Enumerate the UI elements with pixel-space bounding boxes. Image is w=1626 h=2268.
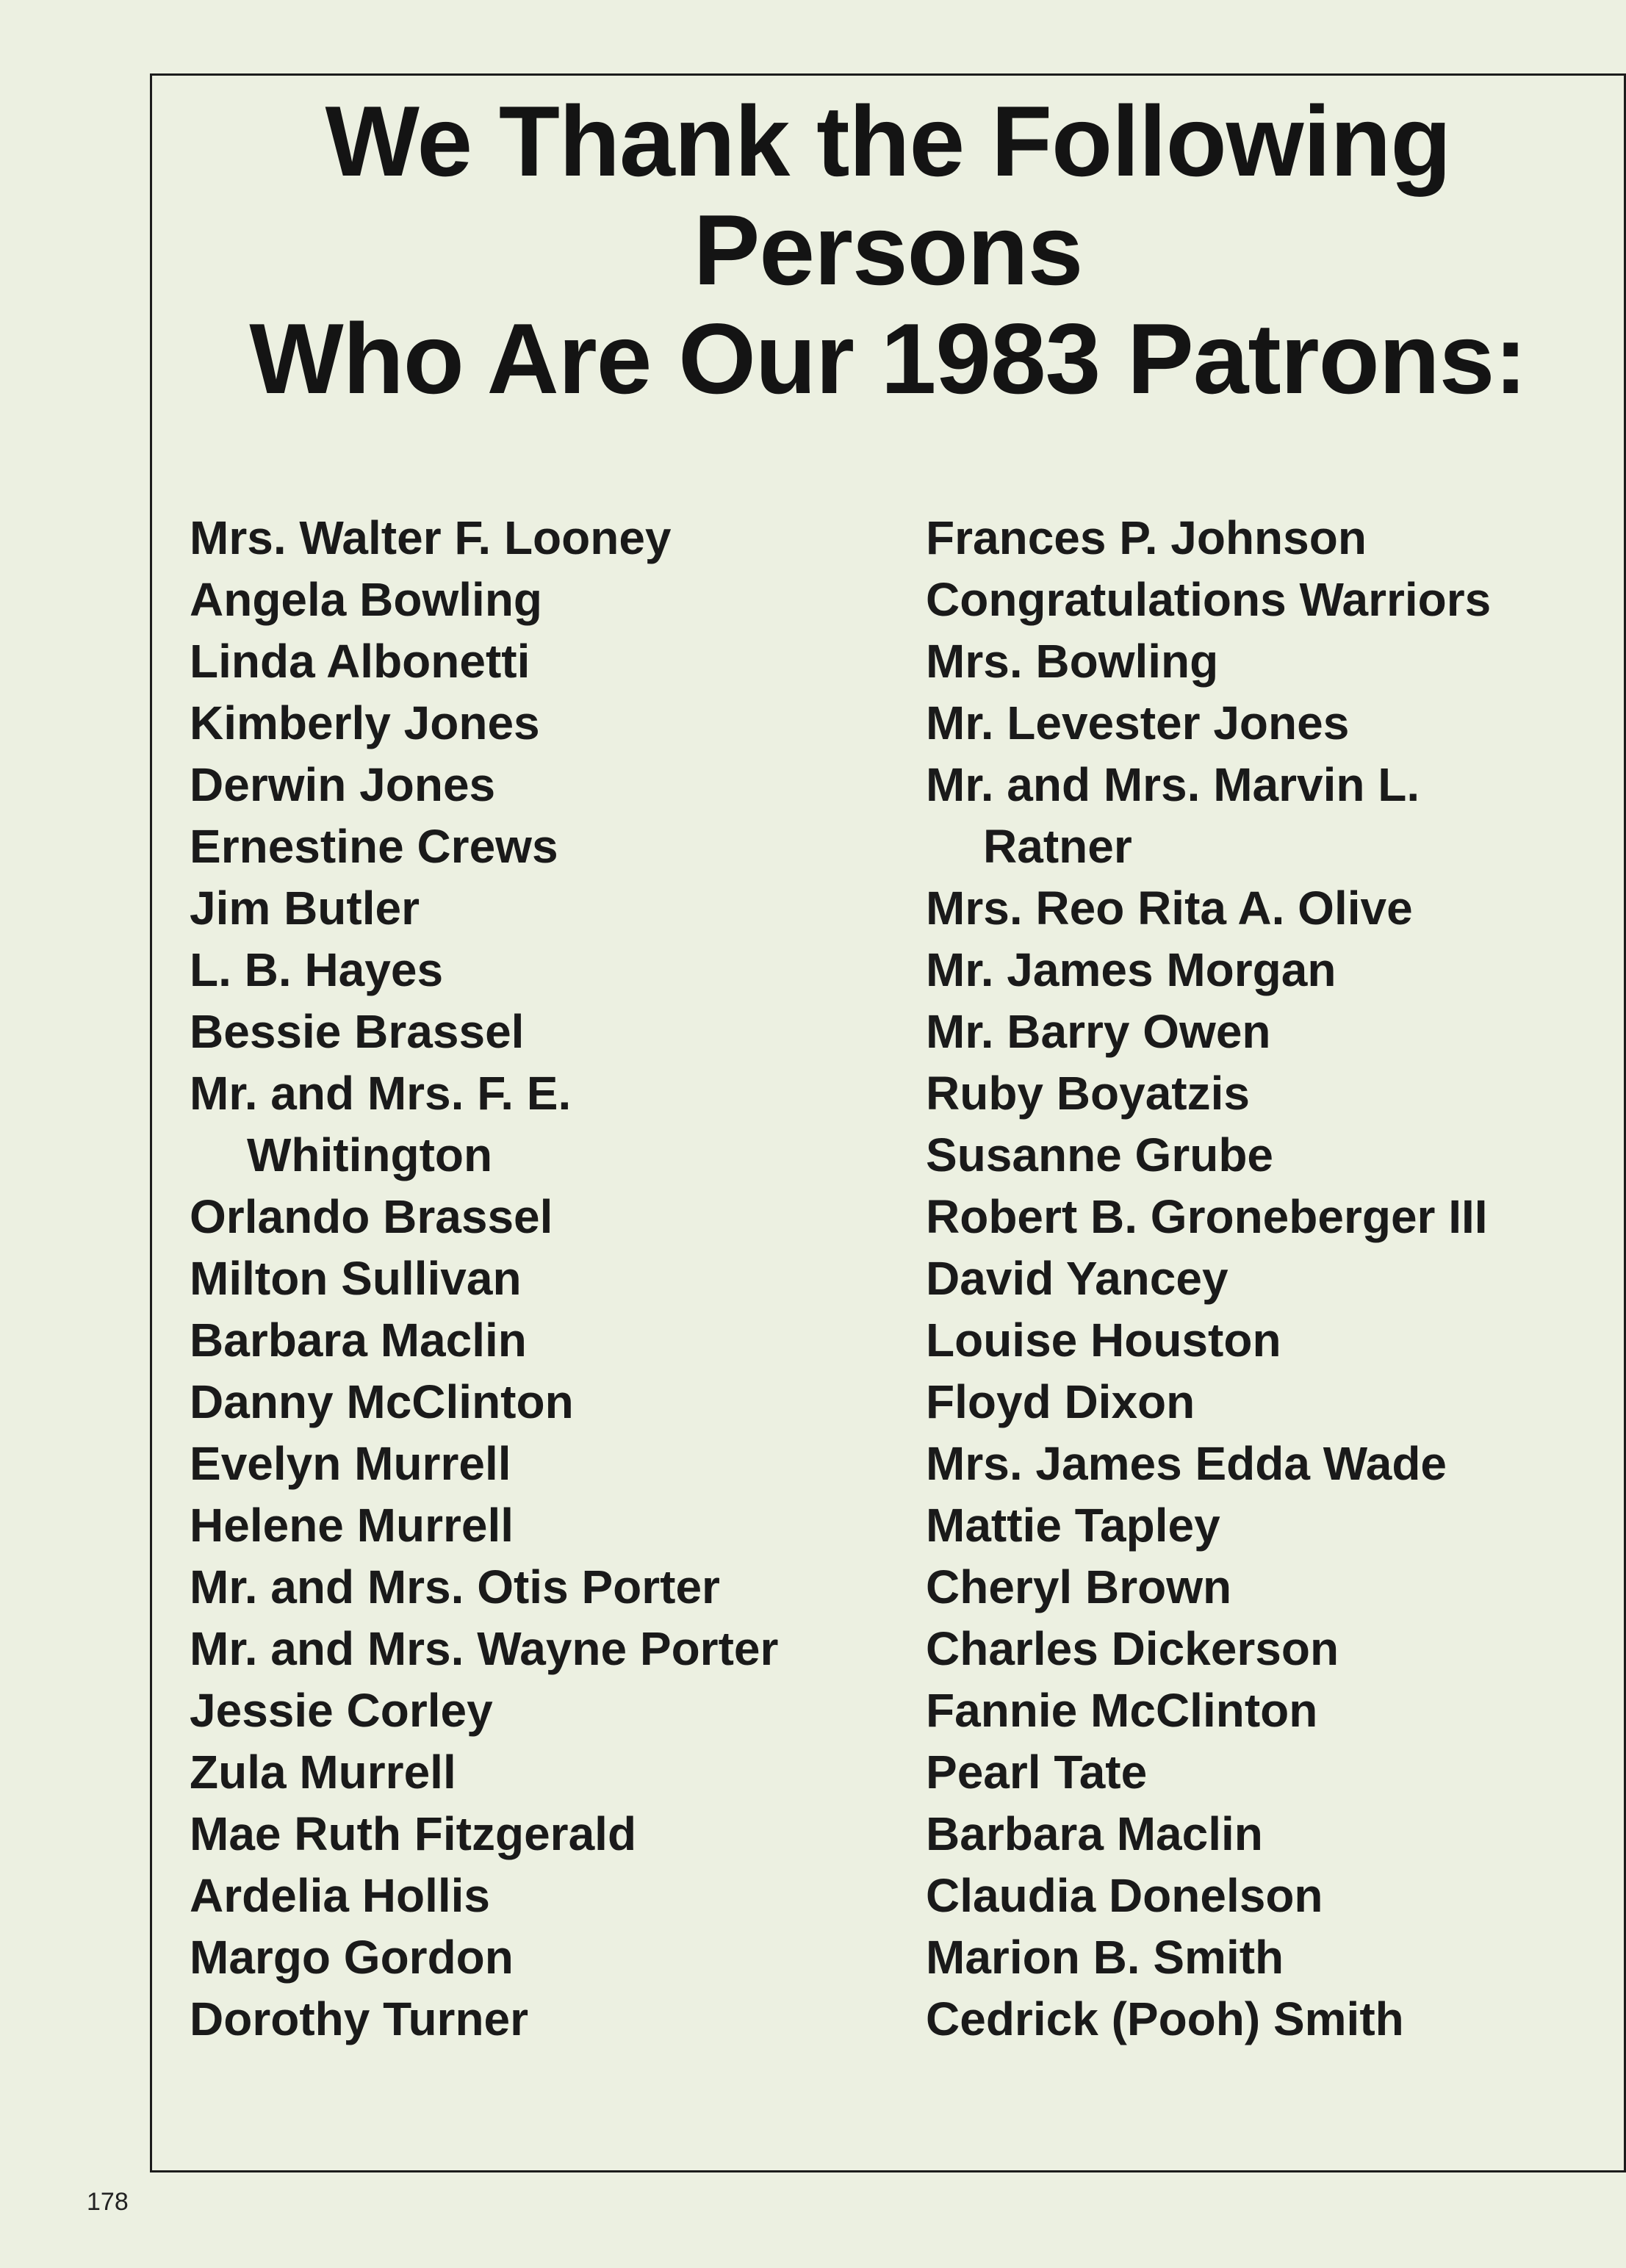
patron-list-right (926, 507, 1491, 2050)
patron-name: Fannie McClinton (926, 1684, 1318, 1737)
patron-name: Margo Gordon (190, 1931, 514, 1984)
patron-name: Jessie Corley (190, 1684, 493, 1737)
patron-name: Frances P. Johnson (926, 511, 1367, 564)
patron-name: Helene Murrell (190, 1499, 514, 1552)
patron-name: Evelyn Murrell (190, 1437, 511, 1490)
patron-name: Mr. Levester Jones (926, 696, 1350, 749)
patron-name: Mr. and Mrs. Otis Porter (190, 1560, 720, 1613)
patron-name: Mrs. Walter F. Looney (190, 511, 672, 564)
patron-name: Floyd Dixon (926, 1375, 1195, 1428)
patron-name: Barbara Maclin (926, 1807, 1263, 1860)
patron-name: Dorothy Turner (190, 1992, 529, 2045)
patron-name: Claudia Donelson (926, 1869, 1323, 1922)
patron-name-continuation: Ratner (983, 820, 1132, 873)
patron-name: Mrs. James Edda Wade (926, 1437, 1447, 1490)
patron-name: Louise Houston (926, 1314, 1281, 1367)
page-headline (150, 87, 1626, 413)
patron-name: Danny McClinton (190, 1375, 574, 1428)
patron-name: Ernestine Crews (190, 820, 558, 873)
patron-name: Mr. and Mrs. Marvin L. (926, 758, 1420, 811)
patron-name: Pearl Tate (926, 1746, 1148, 1799)
patron-name-continuation: Whitington (247, 1128, 493, 1181)
patron-name: Zula Murrell (190, 1746, 456, 1799)
patron-name: Barbara Maclin (190, 1314, 527, 1367)
patron-name: Susanne Grube (926, 1128, 1273, 1181)
patron-name: Bessie Brassel (190, 1005, 525, 1058)
patron-name: Mr. James Morgan (926, 943, 1337, 996)
headline-line-2: Persons (693, 194, 1083, 306)
patron-name: Mae Ruth Fitzgerald (190, 1807, 637, 1860)
patron-name: Congratulations Warriors (926, 573, 1492, 626)
patron-name: Derwin Jones (190, 758, 496, 811)
patron-list-left (190, 507, 778, 2050)
patron-name: Jim Butler (190, 882, 420, 935)
patron-name: Orlando Brassel (190, 1190, 553, 1243)
headline-line-3: Who Are Our 1983 Patrons: (249, 303, 1527, 414)
page-number: 178 (87, 2188, 129, 2216)
patron-name: Mr. and Mrs. F. E. (190, 1067, 572, 1120)
patron-name: Cedrick (Pooh) Smith (926, 1992, 1404, 2045)
patron-name: Mrs. Bowling (926, 635, 1219, 688)
patron-name: Mrs. Reo Rita A. Olive (926, 882, 1413, 935)
patron-name: Ardelia Hollis (190, 1869, 490, 1922)
patron-name: David Yancey (926, 1252, 1229, 1305)
patron-name: Angela Bowling (190, 573, 542, 626)
patron-name: Mattie Tapley (926, 1499, 1220, 1552)
patron-name: L. B. Hayes (190, 943, 444, 996)
patron-name: Marion B. Smith (926, 1931, 1284, 1984)
headline-line-1: We Thank the Following (325, 85, 1451, 197)
patron-name: Mr. Barry Owen (926, 1005, 1271, 1058)
patron-name: Robert B. Groneberger III (926, 1190, 1488, 1243)
patron-name: Linda Albonetti (190, 635, 530, 688)
patron-name: Kimberly Jones (190, 696, 540, 749)
patron-name: Milton Sullivan (190, 1252, 522, 1305)
patron-name: Mr. and Mrs. Wayne Porter (190, 1622, 779, 1675)
patron-name: Charles Dickerson (926, 1622, 1339, 1675)
patron-name: Cheryl Brown (926, 1560, 1232, 1613)
patron-name: Ruby Boyatzis (926, 1067, 1250, 1120)
